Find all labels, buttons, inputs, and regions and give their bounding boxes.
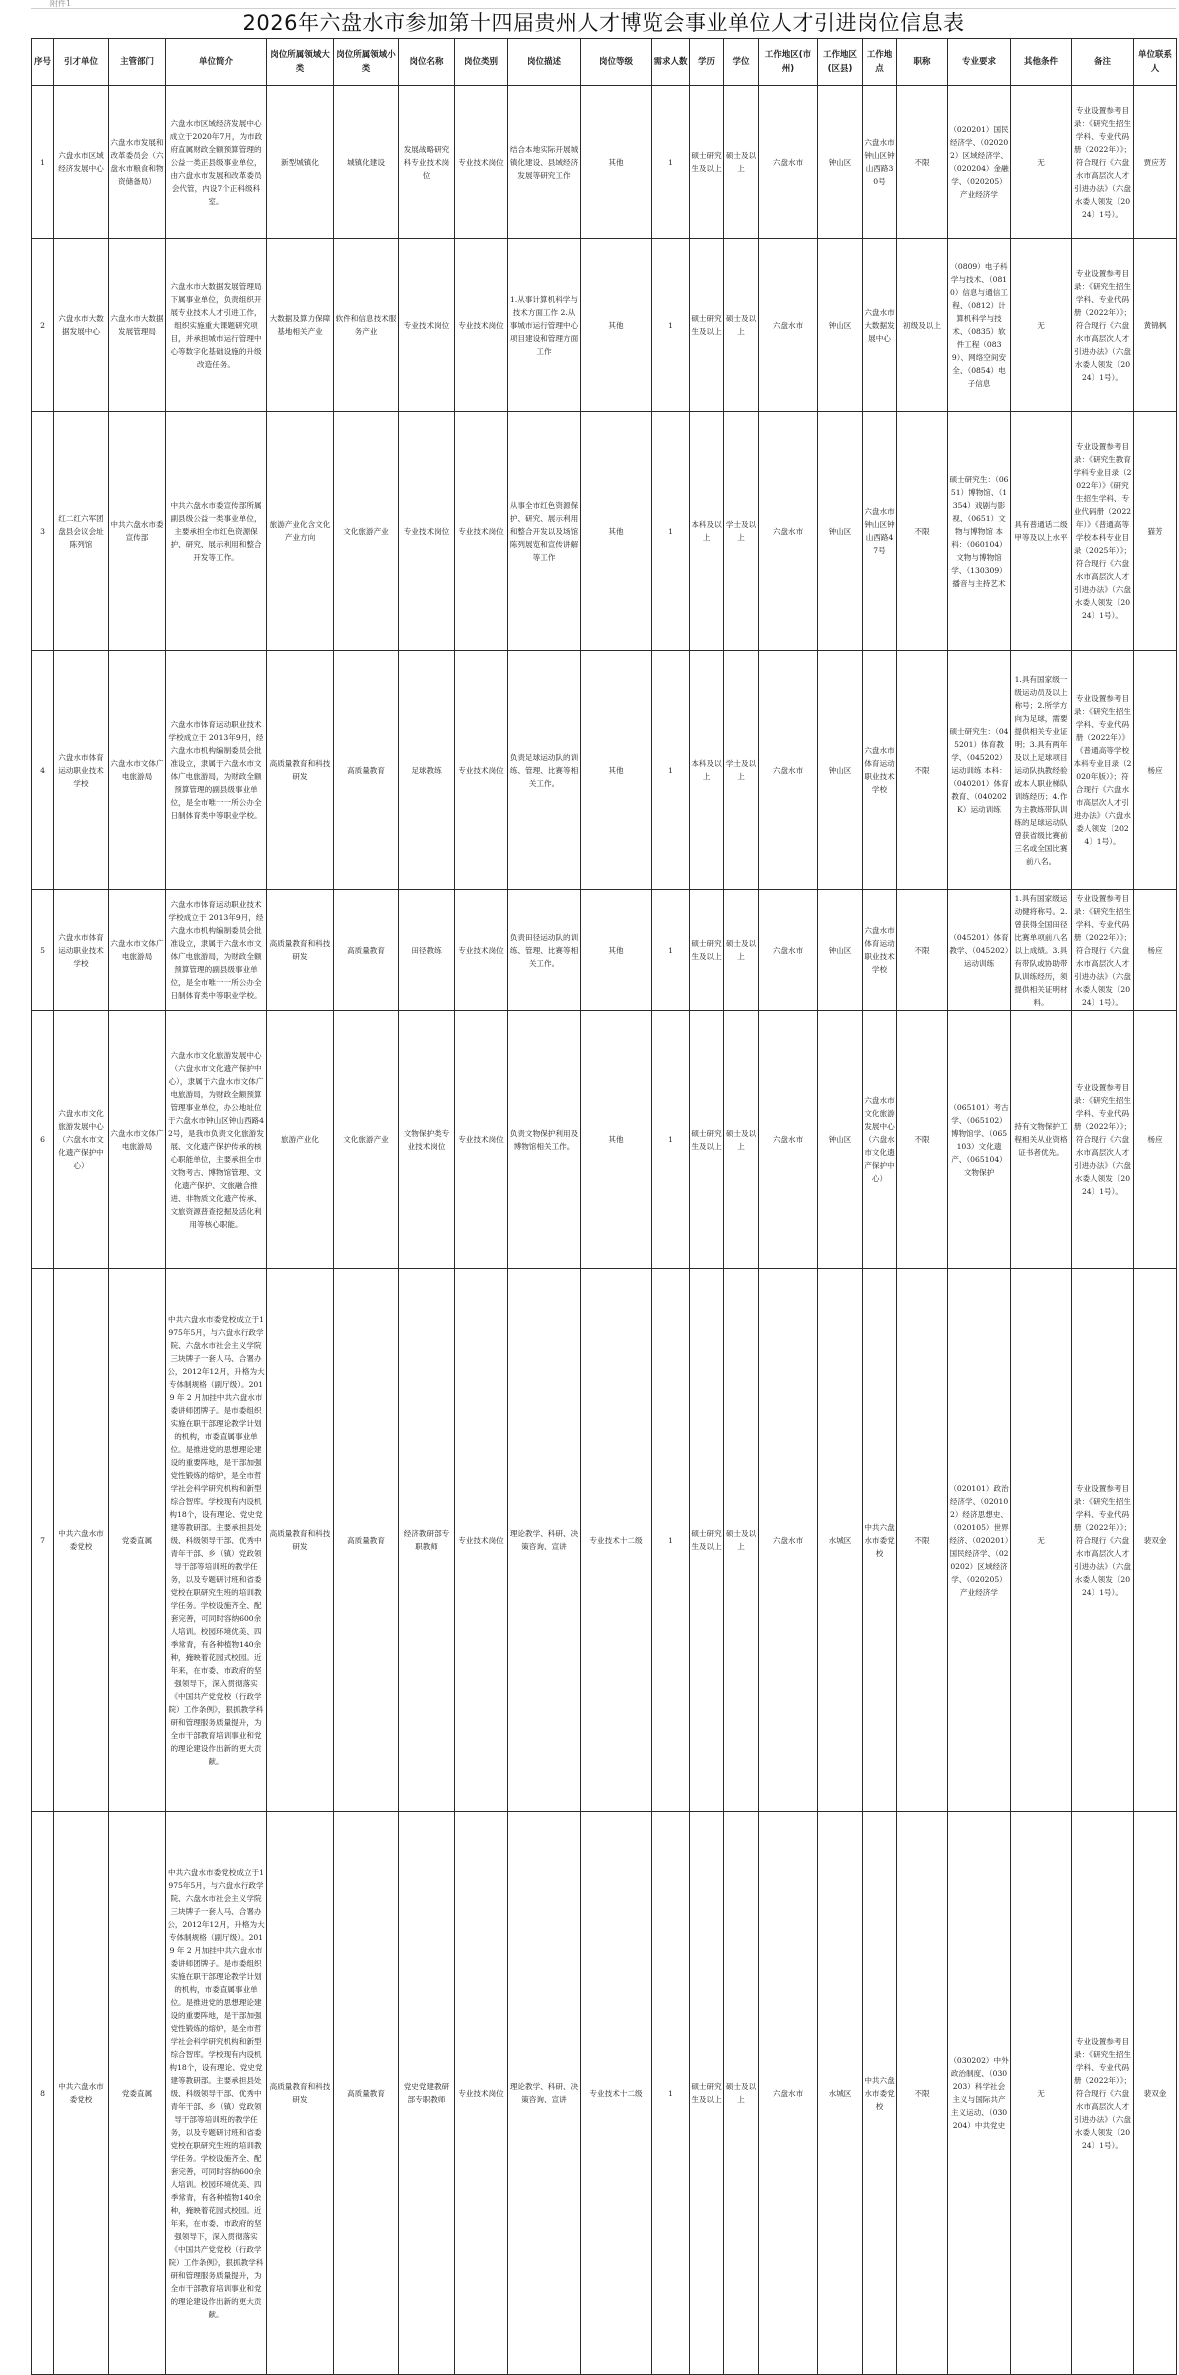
- cell-post-level: 其他: [581, 86, 652, 239]
- cell-remark: 专业设置参考目录：《研究生招生学科、专业代码册（2022年）》《普通高等学校本科专业目录（2020年版）》；符合现行《六盘水市高层次人才引进办法》（六盘水委人领发〔2024〕1号）。: [1072, 651, 1134, 890]
- cell-city: 六盘水市: [759, 1011, 818, 1269]
- cell-post-desc: 负责文物保护利用及博物馆相关工作。: [508, 1011, 581, 1269]
- cell-field-minor: 高质量教育: [334, 1269, 399, 1812]
- cell-field-major: 高质量教育和科技研发: [267, 1812, 334, 2375]
- cell-remark: 专业设置参考目录：《研究生招生学科、专业代码册（2022年）》；符合现行《六盘水市高层次人才引进办法》（六盘水委人领发〔2024〕1号）。: [1072, 1269, 1134, 1812]
- cell-other: 持有文物保护工程相关从业资格证书者优先。: [1011, 1011, 1072, 1269]
- col-header-contact: 单位联系人: [1134, 39, 1177, 86]
- col-header-unit: 引才单位: [54, 39, 109, 86]
- cell-intro: 六盘水市体育运动职业技术学校成立于 2013年9月，经六盘水市机构编制委员会批准设立，隶属于六盘水市文体广电旅游局，为财政全额预算管理的副县级事业单位，是全市唯一一所公办全日制体育类中等职业学校。: [166, 651, 267, 890]
- cell-field-minor: 文化旅游产业: [334, 412, 399, 651]
- col-header-city: 工作地区(市州): [759, 39, 818, 86]
- cell-contact: 裴双金: [1134, 1269, 1177, 1812]
- table-row: [32, 239, 1177, 412]
- cell-other: 具有普通话二级甲等及以上水平: [1011, 412, 1072, 651]
- cell-post-level: 其他: [581, 412, 652, 651]
- cell-post-desc: 负责足球运动队的训练、管理、比赛等相关工作。: [508, 651, 581, 890]
- col-header-field-major: 岗位所属领域大类: [267, 39, 334, 86]
- cell-location: 六盘水市钟山区钟山西路47号: [863, 412, 897, 651]
- col-header-post-name: 岗位名称: [399, 39, 455, 86]
- cell-degree: 学士及以上: [724, 651, 759, 890]
- cell-post-name: 专业技术岗位: [399, 239, 455, 412]
- cell-title-req: 不限: [897, 1812, 948, 2375]
- cell-seq: 7: [32, 1269, 54, 1812]
- cell-major-req: 硕士研究生：（045201）体育教学、（045202）运动训练 本科：（040201）体育教育、（040202K）运动训练: [948, 651, 1011, 890]
- cell-post-type: 专业技术岗位: [455, 412, 508, 651]
- cell-post-level: 其他: [581, 1011, 652, 1269]
- table-row: [32, 412, 1177, 651]
- cell-field-major: 高质量教育和科技研发: [267, 890, 334, 1011]
- cell-post-desc: 1.从事计算机科学与技术方面工作 2.从事城市运行管理中心项目建设和管理方面工作: [508, 239, 581, 412]
- cell-count: 1: [652, 1011, 690, 1269]
- cell-dept: 六盘水市文体广电旅游局: [109, 890, 166, 1011]
- attachment-label: 附件1: [50, 0, 72, 8]
- cell-education: 硕士研究生及以上: [690, 1011, 724, 1269]
- cell-title-req: 不限: [897, 1011, 948, 1269]
- col-header-post-desc: 岗位描述: [508, 39, 581, 86]
- cell-location: 中共六盘水市委党校: [863, 1269, 897, 1812]
- cell-district: 钟山区: [818, 890, 863, 1011]
- col-header-seq: 序号: [32, 39, 54, 86]
- cell-post-desc: 负责田径运动队的训练、管理、比赛等相关工作。: [508, 890, 581, 1011]
- col-header-other: 其他条件: [1011, 39, 1072, 86]
- col-header-remark: 备注: [1072, 39, 1134, 86]
- cell-dept: 中共六盘水市委宣传部: [109, 412, 166, 651]
- cell-major-req: （030202）中外政治制度、（030203）科学社会主义与国际共产主义运动、（030204）中共党史: [948, 1812, 1011, 2375]
- cell-education: 硕士研究生及以上: [690, 86, 724, 239]
- cell-post-name: 党史党建教研部专职教师: [399, 1812, 455, 2375]
- cell-dept: 六盘水市大数据发展管理局: [109, 239, 166, 412]
- cell-location: 六盘水市体育运动职业技术学校: [863, 651, 897, 890]
- cell-post-name: 发展战略研究科专业技术岗位: [399, 86, 455, 239]
- cell-remark: 专业设置参考目录：《研究生招生学科、专业代码册（2022年）》；符合现行《六盘水市高层次人才引进办法》（六盘水委人领发〔2024〕1号）。: [1072, 890, 1134, 1011]
- cell-contact: 猫芳: [1134, 412, 1177, 651]
- cell-intro: 六盘水市区域经济发展中心成立于2020年7月，为市政府直属财政全额预算管理的公益一类正县级事业单位，由六盘水市发展和改革委员会代管，内设7个正科级科室。: [166, 86, 267, 239]
- cell-post-desc: 结合本地实际开展城镇化建设、县域经济发展等研究工作: [508, 86, 581, 239]
- cell-major-req: （065101）考古学、（065102）博物馆学、（065103）文化遗产、（065104）文物保护: [948, 1011, 1011, 1269]
- cell-remark: 专业设置参考目录：《研究生招生学科、专业代码册（2022年）》；符合现行《六盘水市高层次人才引进办法》（六盘水委人领发〔2024〕1号）。: [1072, 1812, 1134, 2375]
- cell-dept: 党委直属: [109, 1269, 166, 1812]
- col-header-post-level: 岗位等级: [581, 39, 652, 86]
- cell-count: 1: [652, 651, 690, 890]
- cell-field-minor: 高质量教育: [334, 1812, 399, 2375]
- cell-district: 钟山区: [818, 86, 863, 239]
- cell-post-level: 其他: [581, 890, 652, 1011]
- col-header-district: 工作地区(区县): [818, 39, 863, 86]
- cell-degree: 学士及以上: [724, 412, 759, 651]
- col-header-degree: 学位: [724, 39, 759, 86]
- cell-contact: 黄锦枫: [1134, 239, 1177, 412]
- cell-post-name: 专业技术岗位: [399, 412, 455, 651]
- col-header-dept: 主管部门: [109, 39, 166, 86]
- cell-contact: 裴双金: [1134, 1812, 1177, 2375]
- cell-title-req: 不限: [897, 86, 948, 239]
- cell-post-type: 专业技术岗位: [455, 86, 508, 239]
- cell-other: 无: [1011, 239, 1072, 412]
- cell-seq: 2: [32, 239, 54, 412]
- cell-district: 水城区: [818, 1812, 863, 2375]
- cell-intro: 六盘水市大数据发展管理局下属事业单位，负责组织开展专业技术人才引进工作，组织实施重大课题研究项目，并承担城市运行管理中心等数字化基础设施的升级改造任务。: [166, 239, 267, 412]
- cell-post-name: 足球教练: [399, 651, 455, 890]
- cell-field-major: 旅游产业化: [267, 1011, 334, 1269]
- page-title: 2026年六盘水市参加第十四届贵州人才博览会事业单位人才引进岗位信息表: [242, 11, 965, 35]
- header-row: [32, 39, 1177, 86]
- cell-post-type: 专业技术岗位: [455, 651, 508, 890]
- cell-post-desc: 理论教学、科研、决策咨询、宣讲: [508, 1269, 581, 1812]
- table-row: [32, 1011, 1177, 1269]
- cell-dept: 六盘水市发展和改革委员会（六盘水市粮食和物资储备局）: [109, 86, 166, 239]
- cell-unit: 六盘水市体育运动职业技术学校: [54, 651, 109, 890]
- cell-major-req: 硕士研究生：（0651）博物馆、（1354）戏剧与影视、（0651）文物与博物馆 本科：（060104）文物与博物馆学、（130309）播音与主持艺术: [948, 412, 1011, 651]
- cell-education: 硕士研究生及以上: [690, 1812, 724, 2375]
- cell-other: 无: [1011, 1812, 1072, 2375]
- cell-location: 六盘水市文化旅游发展中心（六盘水市文化遗产保护中心）: [863, 1011, 897, 1269]
- cell-field-major: 大数据及算力保障基地相关产业: [267, 239, 334, 412]
- cell-degree: 硕士及以上: [724, 1011, 759, 1269]
- col-header-location: 工作地点: [863, 39, 897, 86]
- positions-table: [31, 38, 1177, 2375]
- cell-intro: 中共六盘水市委党校成立于1975年5月，与六盘水行政学院、六盘水市社会主义学院三块牌子一套人马、合署办公，2012年12月，升格为大专体制规格（副厅级）。2019 年 2 月加挂中共六盘水市委讲师团牌子。是市委组织实施在职干部理论教学计划的机构，市委直属事业单位。是推进党的思想理论建设的重要阵地，是干部加强党性锻炼的熔炉，是全市哲学社会科学研究机构和新型综合智库。学校现有内设机构18个，设有理论、党史党建等教研部。主要承担县处级、科级领导干部、优秀中青年干部、乡（镇）党政领导干部等培训班的教学任务，以及专题研讨班和省委党校在职研究生班的培训教学任务。学校设施齐全、配套完善，可同时容纳600余人培训。校园环境优美、四季常青，有各种植物140余种，掩映着花园式校园。近年来，在市委、市政府的坚强领导下，深入贯彻落实《中国共产党党校（行政学院）工作条例》，狠抓教学科研和管理服务质量提升，为全市干部教育培训事业和党的理论建设作出新的更大贡献。: [166, 1812, 267, 2375]
- cell-remark: 专业设置参考目录：《研究生招生学科、专业代码册（2022年）》；符合现行《六盘水市高层次人才引进办法》（六盘水委人领发〔2024〕1号）。: [1072, 1011, 1134, 1269]
- cell-post-desc: 从事全市红色资源保护、研究、展示利用和整合开发以及场馆陈列展览和宣传讲解等工作: [508, 412, 581, 651]
- cell-post-type: 专业技术岗位: [455, 1269, 508, 1812]
- cell-district: 钟山区: [818, 412, 863, 651]
- cell-seq: 8: [32, 1812, 54, 2375]
- cell-location: 六盘水市大数据发展中心: [863, 239, 897, 412]
- cell-education: 硕士研究生及以上: [690, 239, 724, 412]
- cell-major-req: （020101）政治经济学、（020102）经济思想史、（020105）世界经济、（020201）国民经济学、（020202）区域经济学、（020205）产业经济学: [948, 1269, 1011, 1812]
- cell-field-minor: 城镇化建设: [334, 86, 399, 239]
- cell-title-req: 不限: [897, 890, 948, 1011]
- cell-education: 本科及以上: [690, 412, 724, 651]
- cell-other: 无: [1011, 1269, 1072, 1812]
- cell-seq: 1: [32, 86, 54, 239]
- cell-city: 六盘水市: [759, 1269, 818, 1812]
- col-header-field-minor: 岗位所属领域小类: [334, 39, 399, 86]
- cell-remark: 专业设置参考目录：《研究生教育学科专业目录（2022年）》《研究生招生学科、专业代码册（2022年）》《普通高等学校本科专业目录（2025年）》；符合现行《六盘水市高层次人才引进办法》（六盘水委人领发〔2024〕1号）。: [1072, 412, 1134, 651]
- cell-unit: 六盘水市大数据发展中心: [54, 239, 109, 412]
- cell-post-name: 经济教研部专职教师: [399, 1269, 455, 1812]
- cell-count: 1: [652, 1269, 690, 1812]
- cell-degree: 硕士及以上: [724, 890, 759, 1011]
- cell-unit: 红二红六军团盘县会议会址陈列馆: [54, 412, 109, 651]
- cell-unit: 六盘水市区域经济发展中心: [54, 86, 109, 239]
- cell-major-req: （0809）电子科学与技术、（0810）信息与通信工程、（0812）计算机科学与技术、（0835）软件工程（0839）、网络空间安全、（0854）电子信息: [948, 239, 1011, 412]
- cell-contact: 杨应: [1134, 1011, 1177, 1269]
- cell-contact: 杨应: [1134, 890, 1177, 1011]
- table-row: [32, 1269, 1177, 1812]
- col-header-count: 需求人数: [652, 39, 690, 86]
- cell-district: 钟山区: [818, 239, 863, 412]
- cell-city: 六盘水市: [759, 651, 818, 890]
- cell-district: 钟山区: [818, 1011, 863, 1269]
- cell-intro: 中共六盘水市委党校成立于1975年5月，与六盘水行政学院、六盘水市社会主义学院三块牌子一套人马、合署办公，2012年12月，升格为大专体制规格（副厅级）。2019 年 2 月加挂中共六盘水市委讲师团牌子。是市委组织实施在职干部理论教学计划的机构，市委直属事业单位。是推进党的思想理论建设的重要阵地，是干部加强党性锻炼的熔炉，是全市哲学社会科学研究机构和新型综合智库。学校现有内设机构18个，设有理论、党史党建等教研部。主要承担县处级、科级领导干部、优秀中青年干部、乡（镇）党政领导干部等培训班的教学任务，以及专题研讨班和省委党校在职研究生班的培训教学任务。学校设施齐全、配套完善，可同时容纳600余人培训。校园环境优美、四季常青，有各种植物140余种，掩映着花园式校园。近年来，在市委、市政府的坚强领导下，深入贯彻落实《中国共产党党校（行政学院）工作条例》，狠抓教学科研和管理服务质量提升，为全市干部教育培训事业和党的理论建设作出新的更大贡献。: [166, 1269, 267, 1812]
- cell-dept: 六盘水市文体广电旅游局: [109, 1011, 166, 1269]
- cell-dept: 党委直属: [109, 1812, 166, 2375]
- cell-education: 硕士研究生及以上: [690, 1269, 724, 1812]
- cell-location: 六盘水市钟山区钟山西路30号: [863, 86, 897, 239]
- cell-dept: 六盘水市文体广电旅游局: [109, 651, 166, 890]
- table-row: [32, 651, 1177, 890]
- cell-other: 1.具有国家级一级运动员及以上称号；2.所学方向为足球，需要提供相关专业证明；3.具有两年及以上足球项目运动队执教经验或本人职业梯队训练经历；4.作为主教练带队训练的足球运动队曾获省级比赛前三名或全国比赛前八名。: [1011, 651, 1072, 890]
- cell-field-major: 高质量教育和科技研发: [267, 651, 334, 890]
- cell-degree: 硕士及以上: [724, 239, 759, 412]
- table-row: [32, 86, 1177, 239]
- cell-field-minor: 文化旅游产业: [334, 1011, 399, 1269]
- cell-title-req: 初级及以上: [897, 239, 948, 412]
- table-row: [32, 1812, 1177, 2375]
- cell-field-minor: 高质量教育: [334, 890, 399, 1011]
- cell-count: 1: [652, 1812, 690, 2375]
- col-header-post-type: 岗位类别: [455, 39, 508, 86]
- cell-field-minor: 高质量教育: [334, 651, 399, 890]
- cell-city: 六盘水市: [759, 412, 818, 651]
- cell-major-req: （020201）国民经济学、（020202）区域经济学、（020204）金融学、（020205）产业经济学: [948, 86, 1011, 239]
- cell-unit: 六盘水市文化旅游发展中心（六盘水市文化遗产保护中心）: [54, 1011, 109, 1269]
- table-row: [32, 890, 1177, 1011]
- cell-education: 硕士研究生及以上: [690, 890, 724, 1011]
- col-header-title-req: 职称: [897, 39, 948, 86]
- cell-post-level: 专业技术十二级: [581, 1812, 652, 2375]
- cell-count: 1: [652, 239, 690, 412]
- cell-post-type: 专业技术岗位: [455, 1812, 508, 2375]
- cell-unit: 中共六盘水市委党校: [54, 1812, 109, 2375]
- cell-unit: 六盘水市体育运动职业技术学校: [54, 890, 109, 1011]
- cell-count: 1: [652, 890, 690, 1011]
- cell-count: 1: [652, 412, 690, 651]
- cell-other: 1.具有国家级运动健将称号。2.曾获得全国田径比赛单项前八名以上成绩。3.具有带队或协助带队训练经历，须提供相关证明材料。: [1011, 890, 1072, 1011]
- cell-field-major: 旅游产业化含文化产业方向: [267, 412, 334, 651]
- cell-seq: 5: [32, 890, 54, 1011]
- cell-unit: 中共六盘水市委党校: [54, 1269, 109, 1812]
- cell-count: 1: [652, 86, 690, 239]
- cell-seq: 4: [32, 651, 54, 890]
- cell-post-level: 其他: [581, 651, 652, 890]
- cell-contact: 杨应: [1134, 651, 1177, 890]
- cell-field-major: 新型城镇化: [267, 86, 334, 239]
- cell-other: 无: [1011, 86, 1072, 239]
- cell-location: 六盘水市体育运动职业技术学校: [863, 890, 897, 1011]
- cell-intro: 六盘水市体育运动职业技术学校成立于 2013年9月，经六盘水市机构编制委员会批准设立，隶属于六盘水市文体广电旅游局，为财政全额预算管理的副县级事业单位，是全市唯一一所公办全日制体育类中等职业学校。: [166, 890, 267, 1011]
- cell-post-name: 田径教练: [399, 890, 455, 1011]
- col-header-intro: 单位简介: [166, 39, 267, 86]
- cell-district: 水城区: [818, 1269, 863, 1812]
- cell-degree: 硕士及以上: [724, 86, 759, 239]
- cell-post-level: 专业技术十二级: [581, 1269, 652, 1812]
- cell-intro: 中共六盘水市委宣传部所属副县级公益一类事业单位，主要承担全市红色资源保护、研究、展示利用和整合开发等工作。: [166, 412, 267, 651]
- cell-remark: 专业设置参考目录：《研究生招生学科、专业代码册（2022年）》；符合现行《六盘水市高层次人才引进办法》（六盘水委人领发〔2024〕1号）。: [1072, 86, 1134, 239]
- cell-post-desc: 理论教学、科研、决策咨询、宣讲: [508, 1812, 581, 2375]
- cell-post-level: 其他: [581, 239, 652, 412]
- cell-city: 六盘水市: [759, 890, 818, 1011]
- cell-seq: 3: [32, 412, 54, 651]
- cell-city: 六盘水市: [759, 86, 818, 239]
- cell-field-minor: 软件和信息技术服务产业: [334, 239, 399, 412]
- cell-title-req: 不限: [897, 412, 948, 651]
- cell-degree: 硕士及以上: [724, 1812, 759, 2375]
- cell-post-type: 专业技术岗位: [455, 239, 508, 412]
- cell-post-name: 文物保护类专业技术岗位: [399, 1011, 455, 1269]
- cell-education: 本科及以上: [690, 651, 724, 890]
- cell-city: 六盘水市: [759, 239, 818, 412]
- cell-contact: 贾应芳: [1134, 86, 1177, 239]
- cell-district: 钟山区: [818, 651, 863, 890]
- cell-field-major: 高质量教育和科技研发: [267, 1269, 334, 1812]
- col-header-education: 学历: [690, 39, 724, 86]
- cell-seq: 6: [32, 1011, 54, 1269]
- cell-post-type: 专业技术岗位: [455, 890, 508, 1011]
- cell-city: 六盘水市: [759, 1812, 818, 2375]
- col-header-major-req: 专业要求: [948, 39, 1011, 86]
- cell-title-req: 不限: [897, 1269, 948, 1812]
- cell-intro: 六盘水市文化旅游发展中心（六盘水市文化遗产保护中心），隶属于六盘水市文体广电旅游局，为财政全额预算管理事业单位，办公地址位于六盘水市钟山区钟山西路42号，是我市负责文化旅游发展、文化遗产保护传承的核心职能单位，主要承担全市文物考古、博物馆管理、文化遗产保护、文旅融合推进、非物质文化遗产传承、文旅资源普查挖掘及活化利用等核心职能。: [166, 1011, 267, 1269]
- cell-title-req: 不限: [897, 651, 948, 890]
- cell-degree: 硕士及以上: [724, 1269, 759, 1812]
- cell-remark: 专业设置参考目录：《研究生招生学科、专业代码册（2022年）》；符合现行《六盘水市高层次人才引进办法》（六盘水委人领发〔2024〕1号）。: [1072, 239, 1134, 412]
- cell-post-type: 专业技术岗位: [455, 1011, 508, 1269]
- cell-major-req: （045201）体育教学、（045202）运动训练: [948, 890, 1011, 1011]
- cell-location: 中共六盘水市委党校: [863, 1812, 897, 2375]
